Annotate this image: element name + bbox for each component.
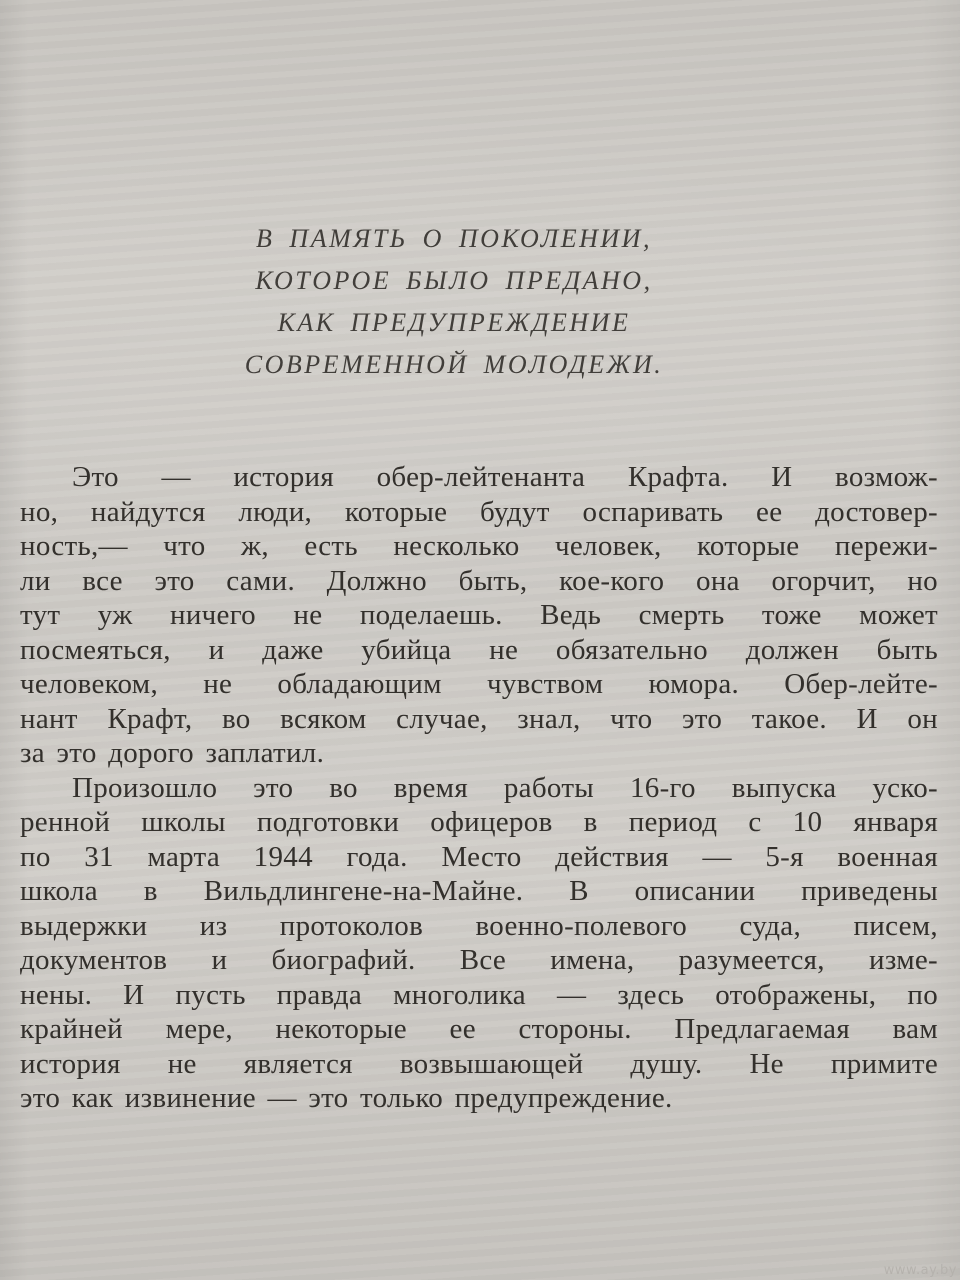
text-line: по 31 марта 1944 года. Место действия — 5-я военная: [20, 840, 938, 873]
text-line: Произошло это во время работы 16-го выпуска уско-: [72, 771, 938, 804]
epigraph-line: В ПАМЯТЬ О ПОКОЛЕНИИ,: [256, 224, 652, 253]
text-line: это как извинение — это только предупреждение.: [20, 1082, 673, 1114]
text-line: выдержки из протоколов военно-полевого суда, писем,: [20, 909, 938, 942]
epigraph-line: КАК ПРЕДУПРЕЖДЕНИЕ: [277, 308, 631, 337]
text-line: ность,— что ж, есть несколько человек, которые пережи-: [20, 530, 938, 562]
text-line: ренной школы подготовки офицеров в период с 10 января: [20, 806, 938, 838]
epigraph: [18, 218, 890, 386]
text-line: документов и биографий. Все имена, разумеется, изме-: [20, 944, 938, 976]
text-line: школа в Вильдлингене-на-Майне. В описании приведены: [20, 875, 938, 907]
paragraph-2: [20, 771, 938, 1116]
text-line: нант Крафт, во всяком случае, знал, что это такое. И он: [20, 702, 938, 735]
text-line: крайней мере, некоторые ее стороны. Предлагаемая вам: [20, 1013, 938, 1045]
watermark: www.ay.by: [883, 1263, 957, 1278]
text-line: нены. И пусть правда многолика — здесь отображены, по: [20, 978, 938, 1011]
text-line: за это дорого заплатил.: [20, 737, 325, 769]
epigraph-line: СОВРЕМЕННОЙ МОЛОДЕЖИ.: [244, 350, 664, 379]
body-text: [0, 460, 960, 1116]
text-line: Это — история обер-лейтенанта Крафта. И возмож-: [72, 461, 938, 493]
text-line: но, найдутся люди, которые будут оспаривать ее достовер-: [20, 495, 938, 528]
text-line: история не является возвышающей душу. Не примите: [20, 1047, 938, 1080]
text-line: ли все это сами. Должно быть, кое-кого она огорчит, но: [20, 564, 938, 597]
text-line: посмеяться, и даже убийца не обязательно должен быть: [20, 633, 938, 666]
text-line: человеком, не обладающим чувством юмора. Обер-лейте-: [20, 668, 938, 700]
text-line: тут уж ничего не поделаешь. Ведь смерть тоже может: [20, 599, 938, 631]
epigraph-line: КОТОРОЕ БЫЛО ПРЕДАНО,: [255, 266, 653, 295]
paragraph-1: [20, 460, 938, 771]
